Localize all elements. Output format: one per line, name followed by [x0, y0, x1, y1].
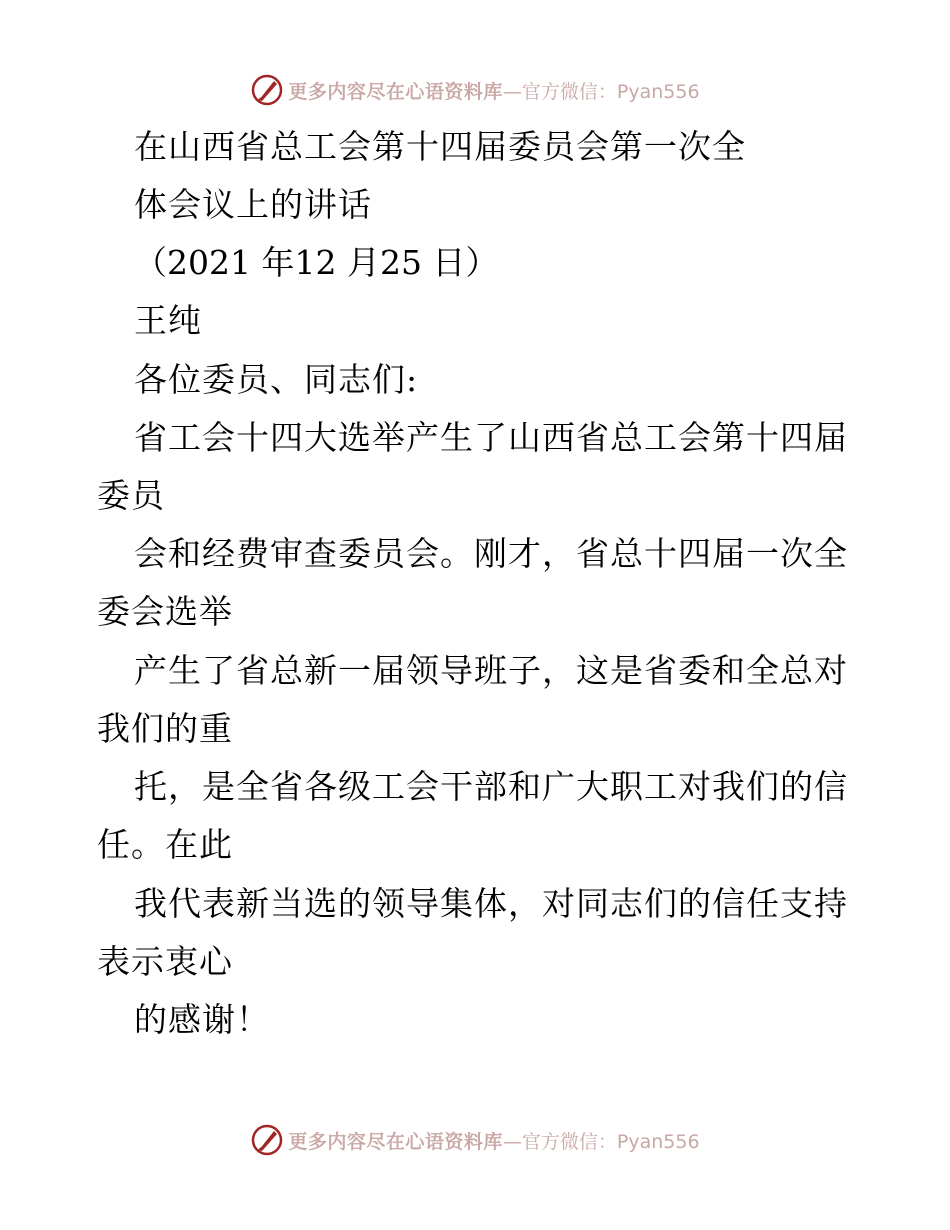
quill-logo-icon: [250, 73, 284, 107]
paragraph-line: 我代表新当选的领导集体，对同志们的信任支持: [134, 884, 848, 923]
watermark-text: 更多内容尽在心语资料库: [288, 1130, 503, 1153]
paragraph-line: 我们的重: [97, 709, 233, 748]
quill-logo-icon: [250, 1123, 284, 1157]
watermark-wechat: —官方微信：Pyan556: [502, 1130, 700, 1153]
watermark-header: [0, 70, 950, 110]
watermark-footer: [0, 1120, 950, 1160]
paragraph-line: 省工会十四大选举产生了山西省总工会第十四届: [134, 418, 848, 457]
speech-date: （2021 年12 月25 日）: [134, 243, 499, 282]
paragraph-line: 任。在此: [97, 825, 233, 864]
watermark-wechat: —官方微信：Pyan556: [502, 80, 700, 103]
paragraph-line: 产生了省总新一届领导班子，这是省委和全总对: [134, 651, 848, 690]
watermark-text: 更多内容尽在心语资料库: [288, 80, 503, 103]
paragraph-line: 会和经费审查委员会。刚才，省总十四届一次全: [134, 534, 848, 573]
speaker-name: 王纯: [134, 301, 202, 340]
paragraph-line: 托，是全省各级工会干部和广大职工对我们的信: [134, 767, 848, 806]
title-line-2: 体会议上的讲话: [134, 185, 372, 224]
paragraph-line: 委员: [97, 476, 165, 515]
salutation: 各位委员、同志们:: [134, 360, 419, 399]
paragraph-line: 的感谢！: [134, 1000, 270, 1039]
paragraph-line: 委会选举: [97, 592, 233, 631]
paragraph-line: 表示衷心: [97, 942, 233, 981]
title-line-1: 在山西省总工会第十四届委员会第一次全: [134, 127, 746, 166]
